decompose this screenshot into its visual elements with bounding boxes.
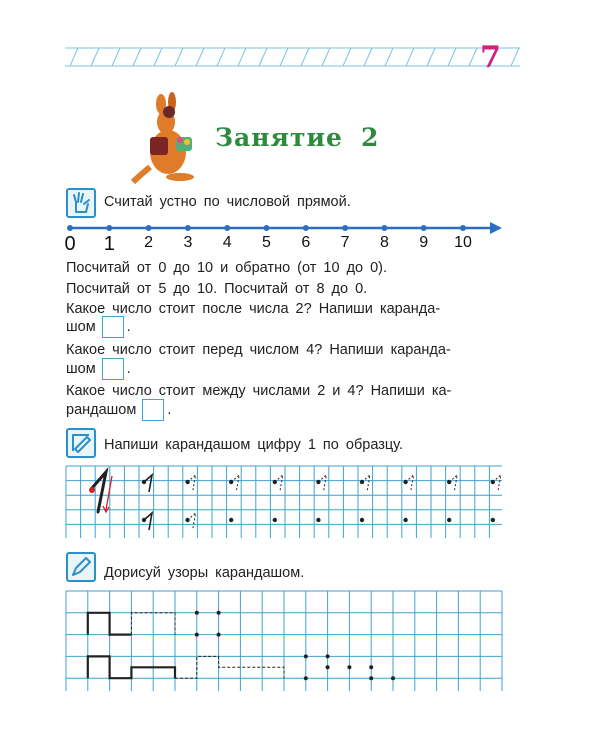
number-line-label: 4: [222, 234, 232, 251]
number-line-label: 7: [340, 234, 350, 251]
start-dot: [447, 518, 451, 522]
task3-instruction: Дорисуй узоры карандашом.: [104, 565, 305, 581]
task1-line-2: Посчитай от 5 до 10. Посчитай от 8 до 0.: [66, 281, 368, 297]
task1-line-5: Какое число стоит перед числом 4? Напиши каранда-: [66, 342, 451, 358]
number-line-label: 3: [183, 234, 193, 251]
guide-dot: [304, 654, 308, 658]
lesson-word: Занятие: [215, 123, 343, 152]
start-dot: [403, 480, 407, 484]
guide-dot: [217, 633, 221, 637]
task2-icon-box: [66, 428, 96, 458]
number-line-tick: [106, 225, 112, 231]
lesson-number: 2: [360, 123, 380, 152]
pencil-icon: [68, 554, 94, 580]
number-line-label: 1: [103, 233, 115, 255]
guide-dot: [391, 676, 395, 680]
guide-dot: [195, 611, 199, 615]
answer-box-2[interactable]: [102, 358, 124, 380]
task1-line-4-text: шом: [66, 318, 96, 335]
pattern-2-dashed: [175, 656, 284, 678]
task1-line-7: Какое число стоит между числами 2 и 4? Напиши ка-: [66, 383, 452, 399]
task1-line-6-text: шом: [66, 360, 96, 377]
pencil-writing-icon: [68, 430, 94, 456]
start-dot: [360, 518, 364, 522]
guide-dot: [369, 665, 373, 669]
top-writing-lines: [0, 0, 600, 80]
task3-icon-box: [66, 552, 96, 582]
kangaroo-mascot-icon: [128, 82, 208, 182]
digit-one-copybook-grid: [0, 462, 600, 542]
guide-dot: [217, 611, 221, 615]
task1-line-6: [66, 358, 131, 380]
number-line-label: 8: [379, 234, 389, 251]
answer-box-3[interactable]: [142, 399, 164, 421]
start-dot: [403, 518, 407, 522]
number-line-tick: [342, 225, 348, 231]
guide-dot: [326, 654, 330, 658]
number-line-label: 5: [262, 234, 271, 251]
period: .: [126, 360, 131, 377]
task2-instruction: Напиши карандашом цифру 1 по образцу.: [104, 437, 403, 453]
guide-dot: [369, 676, 373, 680]
lesson-title: [215, 123, 379, 152]
start-dot: [229, 518, 233, 522]
number-line-label: 10: [454, 234, 472, 251]
pattern-1-solid: [88, 613, 132, 635]
number-line-tick: [381, 225, 387, 231]
answer-box-1[interactable]: [102, 316, 124, 338]
number-line-label: 6: [301, 234, 311, 251]
task1-instruction: Считай устно по числовой прямой.: [104, 194, 351, 210]
number-line-tick: [303, 225, 309, 231]
start-dot: [491, 518, 495, 522]
page-number: 7: [480, 40, 501, 75]
number-line-tick: [264, 225, 270, 231]
number-line-label: 9: [419, 234, 429, 251]
task1-line-4: [66, 316, 131, 338]
guide-dot: [326, 665, 330, 669]
number-line: [0, 218, 600, 258]
task1-line-1: Посчитай от 0 до 10 и обратно (от 10 до 0).: [66, 260, 388, 276]
start-dot: [89, 487, 95, 493]
number-line-tick: [146, 225, 152, 231]
period: .: [126, 318, 131, 335]
start-dot: [316, 480, 320, 484]
task1-line-8: [66, 399, 171, 421]
number-line-tick: [67, 225, 73, 231]
number-line-arrow: [490, 222, 502, 234]
direction-arrow: [106, 476, 112, 510]
guide-dot: [304, 676, 308, 680]
start-dot: [273, 518, 277, 522]
task1-line-3: Какое число стоит после числа 2? Напиши каранда-: [66, 301, 441, 317]
hand-gesture-icon: [68, 190, 94, 216]
guide-dot: [195, 633, 199, 637]
number-line-tick: [460, 225, 466, 231]
pattern-grid: [0, 585, 600, 705]
start-dot: [316, 518, 320, 522]
number-line-label: 2: [144, 234, 154, 251]
number-line-tick: [224, 225, 230, 231]
period: .: [167, 401, 172, 418]
task1-line-8-text: рандашом: [66, 401, 137, 418]
number-line-tick: [421, 225, 427, 231]
guide-dot: [347, 665, 351, 669]
task1-icon-box: [66, 188, 96, 218]
copybook-grid-lines: [66, 466, 502, 538]
number-line-tick: [185, 225, 191, 231]
number-line-label: 0: [64, 233, 76, 255]
